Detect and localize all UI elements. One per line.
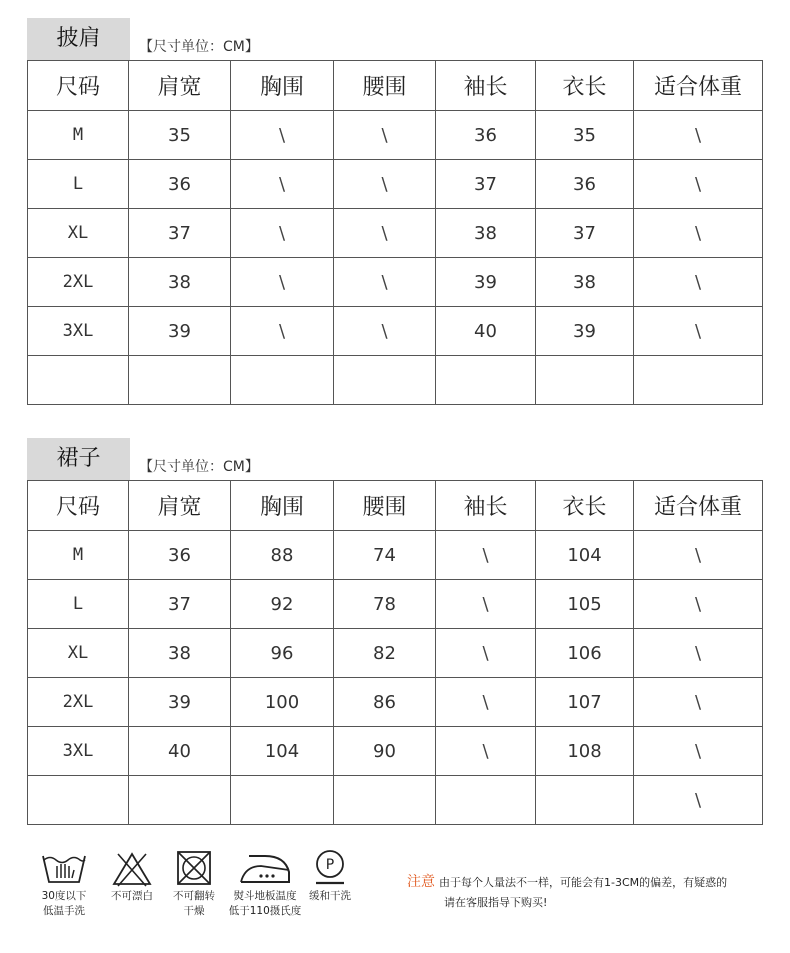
table-row <box>28 678 763 727</box>
table-cell: 74 <box>334 531 436 580</box>
table-cell <box>536 776 634 825</box>
table-cell: 38 <box>536 258 634 307</box>
header-cell: 腰围 <box>334 61 436 111</box>
table-cell: \ <box>436 580 536 629</box>
skirt-unit-label: 【尺寸单位：CM】 <box>139 459 259 475</box>
table-cell: \ <box>634 307 763 356</box>
table-cell: \ <box>334 160 436 209</box>
table-cell: 107 <box>536 678 634 727</box>
table-cell: 37 <box>536 209 634 258</box>
table-cell: \ <box>334 258 436 307</box>
header-cell: 胸围 <box>231 481 334 531</box>
header-cell: 肩宽 <box>129 61 231 111</box>
table-cell: \ <box>231 160 334 209</box>
header-cell: 肩宽 <box>129 481 231 531</box>
table-cell: \ <box>436 678 536 727</box>
table-cell: 88 <box>231 531 334 580</box>
table-cell: \ <box>231 307 334 356</box>
care-item-no-tumble-dry <box>166 848 222 918</box>
header-cell: 胸围 <box>231 61 334 111</box>
table-cell: \ <box>634 580 763 629</box>
table-header-row <box>28 481 763 531</box>
table-cell: \ <box>634 531 763 580</box>
table-cell: \ <box>436 727 536 776</box>
table-cell: 2XL <box>28 258 129 307</box>
table-row <box>28 307 763 356</box>
table-cell: 39 <box>129 307 231 356</box>
table-cell: 39 <box>129 678 231 727</box>
table-cell <box>634 356 763 405</box>
table-cell: 106 <box>536 629 634 678</box>
table-cell: 38 <box>129 629 231 678</box>
table-cell: XL <box>28 209 129 258</box>
shawl-size-table <box>27 60 763 405</box>
table-cell: 96 <box>231 629 334 678</box>
care-label-line: 不可翻转 <box>173 890 215 902</box>
care-item-iron <box>225 848 305 918</box>
table-cell: 82 <box>334 629 436 678</box>
shawl-unit-label: 【尺寸单位：CM】 <box>139 39 259 55</box>
note-text: 由于每个人量法不一样，可能会有1-3CM的偏差，有疑惑的 <box>439 876 728 889</box>
table-cell: 39 <box>536 307 634 356</box>
table-cell: 78 <box>334 580 436 629</box>
table-cell: 36 <box>436 111 536 160</box>
header-cell: 衣长 <box>536 481 634 531</box>
table-cell: \ <box>334 111 436 160</box>
table-row <box>28 209 763 258</box>
skirt-title-tab: 裙子 <box>27 438 130 480</box>
table-cell: \ <box>436 531 536 580</box>
header-cell: 袖长 <box>436 61 536 111</box>
care-item-no-bleach <box>104 848 160 903</box>
iron-icon <box>235 848 295 888</box>
skirt-size-table <box>27 480 763 825</box>
size-note <box>407 872 727 913</box>
table-row <box>28 111 763 160</box>
table-cell: 108 <box>536 727 634 776</box>
table-cell: 36 <box>129 160 231 209</box>
skirt-title-row <box>27 438 762 480</box>
table-cell <box>436 356 536 405</box>
table-cell: 40 <box>436 307 536 356</box>
header-cell: 适合体重 <box>634 481 763 531</box>
table-row <box>28 580 763 629</box>
care-item-hand-wash <box>32 848 96 918</box>
table-cell: 37 <box>129 209 231 258</box>
table-cell: \ <box>436 629 536 678</box>
table-row <box>28 727 763 776</box>
care-item-dry-clean <box>304 848 356 903</box>
table-cell: \ <box>231 111 334 160</box>
table-cell: \ <box>231 258 334 307</box>
table-cell: 38 <box>129 258 231 307</box>
table-cell: M <box>28 531 129 580</box>
table-cell: M <box>28 111 129 160</box>
table-cell: 104 <box>231 727 334 776</box>
care-label-line: 不可漂白 <box>111 890 153 902</box>
care-label-line: 低于110摄氏度 <box>228 905 302 917</box>
table-cell <box>231 356 334 405</box>
header-cell: 适合体重 <box>634 61 763 111</box>
table-cell: \ <box>634 776 763 825</box>
table-cell: 2XL <box>28 678 129 727</box>
hand-wash-icon <box>39 848 89 888</box>
care-label-line: 30度以下 <box>41 890 87 902</box>
table-row-empty <box>28 776 763 825</box>
header-cell: 衣长 <box>536 61 634 111</box>
table-cell: 100 <box>231 678 334 727</box>
table-cell <box>129 356 231 405</box>
table-cell: 3XL <box>28 307 129 356</box>
dry-clean-p-icon <box>310 848 350 888</box>
care-label-line: 缓和干洗 <box>309 890 351 902</box>
table-cell: \ <box>634 111 763 160</box>
table-row <box>28 629 763 678</box>
table-cell: \ <box>634 258 763 307</box>
table-cell: 35 <box>129 111 231 160</box>
table-cell <box>231 776 334 825</box>
svg-text:P: P <box>325 857 335 873</box>
table-cell <box>129 776 231 825</box>
table-cell: 39 <box>436 258 536 307</box>
table-row <box>28 258 763 307</box>
table-cell <box>334 776 436 825</box>
no-bleach-icon <box>110 848 154 888</box>
table-cell <box>436 776 536 825</box>
header-cell: 尺码 <box>28 61 129 111</box>
table-cell: \ <box>334 307 436 356</box>
table-row <box>28 160 763 209</box>
table-cell: 36 <box>536 160 634 209</box>
table-cell: 35 <box>536 111 634 160</box>
table-cell <box>536 356 634 405</box>
table-cell: \ <box>634 209 763 258</box>
table-row-empty <box>28 356 763 405</box>
table-cell: \ <box>634 727 763 776</box>
care-label-line: 熨斗地板温度 <box>233 890 297 902</box>
shawl-size-section <box>27 18 762 405</box>
header-cell: 尺码 <box>28 481 129 531</box>
table-cell: 40 <box>129 727 231 776</box>
care-label-line: 低温手洗 <box>43 905 85 917</box>
note-text: 请在客服指导下购买! <box>444 896 548 909</box>
table-cell: 105 <box>536 580 634 629</box>
table-cell: L <box>28 580 129 629</box>
shawl-title-tab: 披肩 <box>27 18 130 60</box>
table-cell: XL <box>28 629 129 678</box>
table-cell: 86 <box>334 678 436 727</box>
table-cell: 36 <box>129 531 231 580</box>
table-cell <box>28 356 129 405</box>
table-cell: 90 <box>334 727 436 776</box>
table-cell: 92 <box>231 580 334 629</box>
table-row <box>28 531 763 580</box>
skirt-size-section <box>27 438 762 825</box>
table-cell: \ <box>634 629 763 678</box>
table-cell: 37 <box>436 160 536 209</box>
header-cell: 腰围 <box>334 481 436 531</box>
note-title: 注意 <box>407 874 435 890</box>
table-cell: 104 <box>536 531 634 580</box>
table-cell: L <box>28 160 129 209</box>
table-cell: 3XL <box>28 727 129 776</box>
table-cell: \ <box>334 209 436 258</box>
shawl-title-row <box>27 18 762 60</box>
note-line <box>407 872 727 893</box>
table-cell <box>28 776 129 825</box>
care-label-line: 干燥 <box>183 905 205 917</box>
no-tumble-dry-icon <box>172 848 216 888</box>
table-cell: \ <box>634 678 763 727</box>
table-cell <box>334 356 436 405</box>
header-cell: 袖长 <box>436 481 536 531</box>
table-cell: \ <box>634 160 763 209</box>
table-header-row <box>28 61 763 111</box>
table-cell: 37 <box>129 580 231 629</box>
table-cell: 38 <box>436 209 536 258</box>
table-cell: \ <box>231 209 334 258</box>
